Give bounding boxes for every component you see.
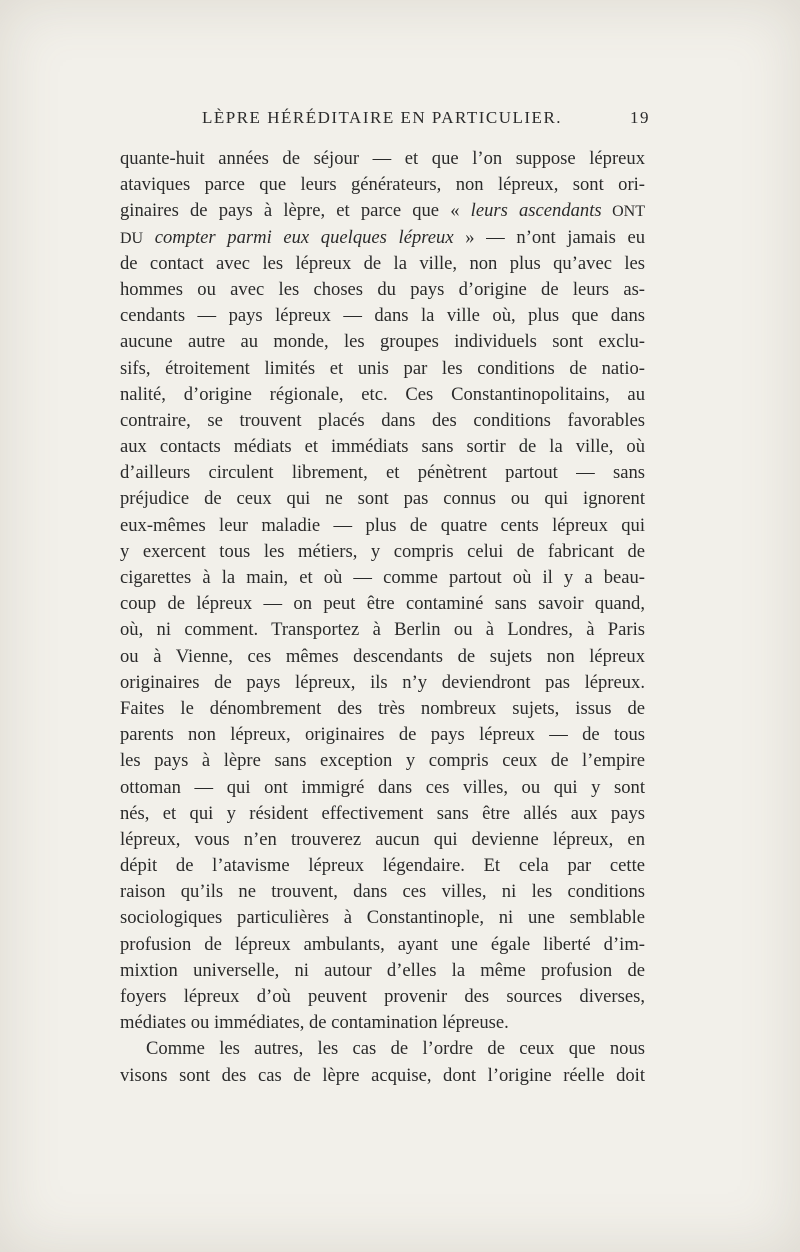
text-line: ottoman — qui ont immigré dans ces villes, ou qui y sont [120, 776, 645, 798]
body-text [120, 146, 645, 1089]
text-line: contraire, se trouvent placés dans des conditions favorables [120, 409, 645, 431]
text-line: raison qu’ils ne trouvent, dans ces villes, ni les conditions [120, 881, 645, 903]
text-line: eux-mêmes leur maladie — plus de quatre cents lépreux qui [120, 514, 645, 536]
text-line: quante-huit années de séjour — et que l’on suppose lépreux [120, 148, 645, 169]
text-line: sociologiques particulières à Constantinople, ni une semblable [120, 907, 645, 929]
running-head-title: LÈPRE HÉRÉDITAIRE EN PARTICULIER. [202, 108, 563, 127]
text-line: où, ni comment. Transportez à Berlin ou à Londres, à Paris [120, 619, 645, 641]
text-line: originaires de pays lépreux, ils n’y deviendront pas lépreux. [120, 671, 645, 693]
text-line: dépit de l’atavisme lépreux légendaire. Et cela par cette [120, 855, 645, 877]
text-line: sifs, étroitement limités et unis par les conditions de natio- [120, 357, 645, 379]
text-line: médiates ou immédiates, de contamination lépreuse. [120, 1012, 509, 1034]
text-line: cendants — pays lépreux — dans la ville où, plus que dans [120, 305, 645, 327]
small-caps-span: ONT [601, 203, 646, 221]
text-span: » — n’ont jamais eu [453, 226, 646, 248]
text-line: Comme les autres, les cas de l’ordre de ceux que nous [146, 1038, 645, 1060]
text-line: visons sont des cas de lèpre acquise, dont l’origine réelle doit [120, 1064, 645, 1086]
text-line: aucune autre au monde, les groupes individuels sont exclu- [120, 331, 645, 353]
text-line: préjudice de ceux qui ne sont pas connus ou qui ignorent [120, 488, 645, 510]
text-line: foyers lépreux d’où peuvent provenir des sources diverses, [120, 986, 645, 1007]
page-number: 19 [630, 108, 650, 127]
text-line: profusion de lépreux ambulants, ayant une égale liberté d’im- [120, 933, 645, 955]
text-line: ataviques parce que leurs générateurs, non lépreux, sont ori- [120, 174, 645, 196]
text-line: Faites le dénombrement des très nombreux sujets, issus de [120, 697, 645, 719]
text-line [120, 198, 645, 224]
text-line: les pays à lèpre sans exception y compris ceux de l’empire [120, 750, 645, 772]
text-line: nés, et qui y résident effectivement sans être allés aux pays [120, 802, 645, 824]
text-line: ou à Vienne, ces mêmes descendants de sujets non lépreux [120, 645, 645, 667]
text-line: nalité, d’origine régionale, etc. Ces Constantinopolitains, au [120, 383, 645, 405]
text-line [120, 225, 645, 251]
text-line: de contact avec les lépreux de la ville, non plus qu’avec les [120, 252, 645, 274]
text-span: ginaires de pays à lèpre, et parce que « [120, 200, 471, 222]
small-caps-span: DU [120, 229, 144, 247]
italic-span: compter parmi eux quelques lépreux [143, 226, 454, 248]
text-line: y exercent tous les métiers, y compris celui de fabricant de [120, 540, 645, 562]
text-line: cigarettes à la main, et où — comme partout où il y a beau- [120, 567, 645, 588]
text-line: aux contacts médiats et immédiats sans sortir de la ville, où [120, 436, 645, 458]
text-line: hommes ou avec les choses du pays d’origine de leurs as- [120, 278, 645, 300]
text-line: lépreux, vous n’en trouverez aucun qui devienne lépreux, en [120, 828, 645, 850]
text-line: mixtion universelle, ni autour d’elles la même profusion de [120, 959, 645, 981]
text-line: d’ailleurs circulent librement, et pénètrent partout — sans [120, 462, 645, 484]
text-line: parents non lépreux, originaires de pays lépreux — de tous [120, 724, 645, 746]
text-line: coup de lépreux — on peut être contaminé sans savoir quand, [120, 593, 645, 615]
italic-span: leurs ascendants [470, 200, 602, 222]
